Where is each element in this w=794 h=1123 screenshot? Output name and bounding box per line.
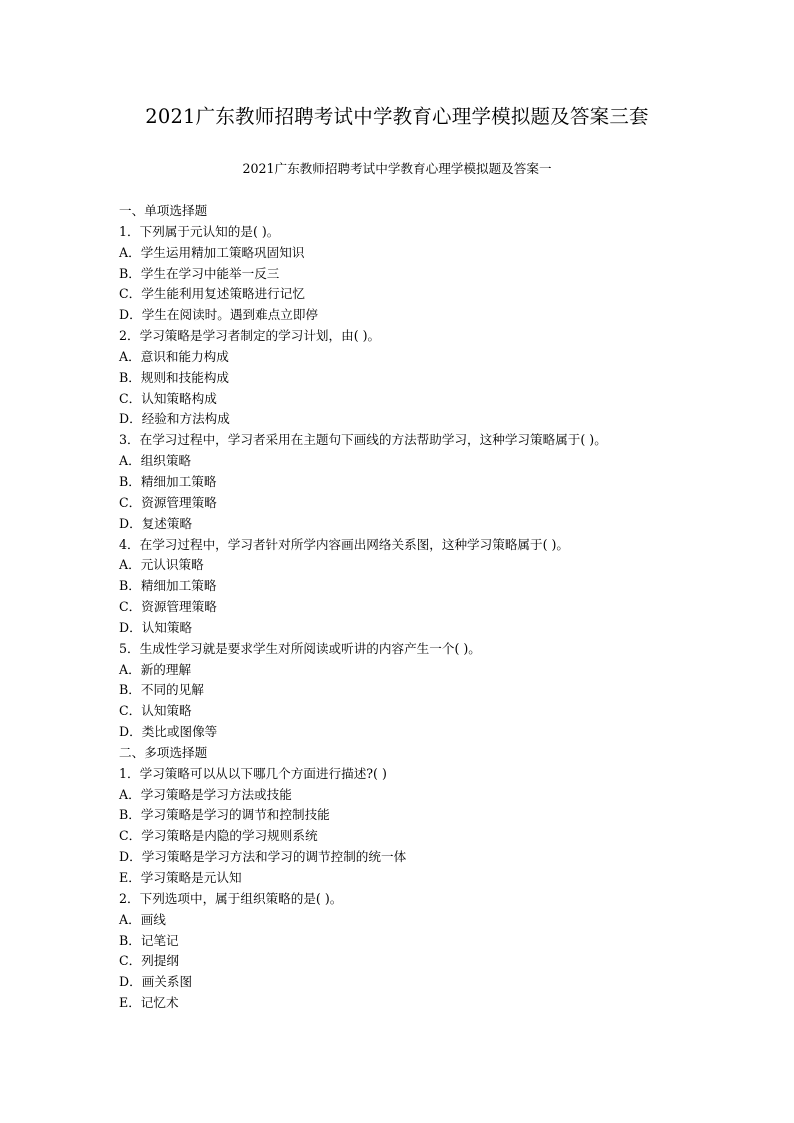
- answer-option: E．记忆术: [119, 995, 179, 1011]
- answer-option: B．精细加工策略: [119, 578, 217, 594]
- answer-option: C．认知策略构成: [119, 390, 217, 406]
- answer-option: D．经验和方法构成: [119, 411, 230, 427]
- answer-option: D．画关系图: [119, 974, 193, 990]
- answer-option: C．列提纲: [119, 953, 180, 969]
- answer-option: A．元认识策略: [119, 557, 204, 573]
- answer-option: B．精细加工策略: [119, 473, 217, 489]
- question-text: 5．生成性学习就是要求学生对所阅读或听讲的内容产生一个( )。: [119, 640, 481, 656]
- question-text: 4．在学习过程中，学习者针对所学内容画出网络关系图，这种学习策略属于( )。: [119, 536, 570, 552]
- question-text: 1．下列属于元认知的是( )。: [119, 223, 280, 239]
- document-subtitle: 2021广东教师招聘考试中学教育心理学模拟题及答案一: [242, 161, 552, 176]
- answer-option: A．学习策略是学习方法或技能: [119, 786, 292, 802]
- question-text: 3．在学习过程中，学习者采用在主题句下画线的方法帮助学习，这种学习策略属于( )。: [119, 432, 607, 448]
- answer-option: E．学习策略是元认知: [119, 870, 242, 885]
- answer-option: D．认知策略: [119, 619, 193, 635]
- question-text: 2．学习策略是学习者制定的学习计划，由( )。: [119, 328, 381, 344]
- answer-option: C．资源管理策略: [119, 494, 217, 510]
- answer-option: A．学生运用精加工策略巩固知识: [119, 244, 305, 260]
- document-title: 2021广东教师招聘考试中学教育心理学模拟题及答案三套: [145, 105, 649, 128]
- answer-option: C．认知策略: [119, 703, 192, 719]
- question-text: 2．下列选项中，属于组织策略的是( )。: [119, 890, 343, 906]
- answer-option: A．组织策略: [119, 453, 192, 469]
- answer-option: B．不同的见解: [119, 682, 204, 698]
- document-body: [119, 201, 739, 1014]
- answer-option: A．画线: [119, 911, 166, 927]
- answer-option: C．资源管理策略: [119, 599, 217, 615]
- answer-option: B．规则和技能构成: [119, 369, 230, 385]
- answer-option: D．复述策略: [119, 515, 193, 531]
- answer-option: B．学生在学习中能举一反三: [119, 265, 280, 281]
- answer-option: A．新的理解: [119, 661, 192, 677]
- answer-option: D．学生在阅读时。遇到难点立即停: [119, 307, 319, 323]
- answer-option: D．学习策略是学习方法和学习的调节控制的统一体: [119, 849, 407, 865]
- answer-option: B．学习策略是学习的调节和控制技能: [119, 807, 330, 823]
- section-heading-multiple-choice: 二、多项选择题: [119, 744, 208, 760]
- answer-option: C．学习策略是内隐的学习规则系统: [119, 828, 318, 844]
- answer-option: D．类比或图像等: [119, 724, 218, 740]
- answer-option: A．意识和能力构成: [119, 348, 229, 364]
- answer-option: B．记笔记: [119, 932, 179, 948]
- answer-option: C．学生能利用复述策略进行记忆: [119, 286, 305, 302]
- section-heading-single-choice: 一、单项选择题: [119, 203, 208, 218]
- question-text: 1．学习策略可以从以下哪几个方面进行描述?( ): [119, 765, 387, 781]
